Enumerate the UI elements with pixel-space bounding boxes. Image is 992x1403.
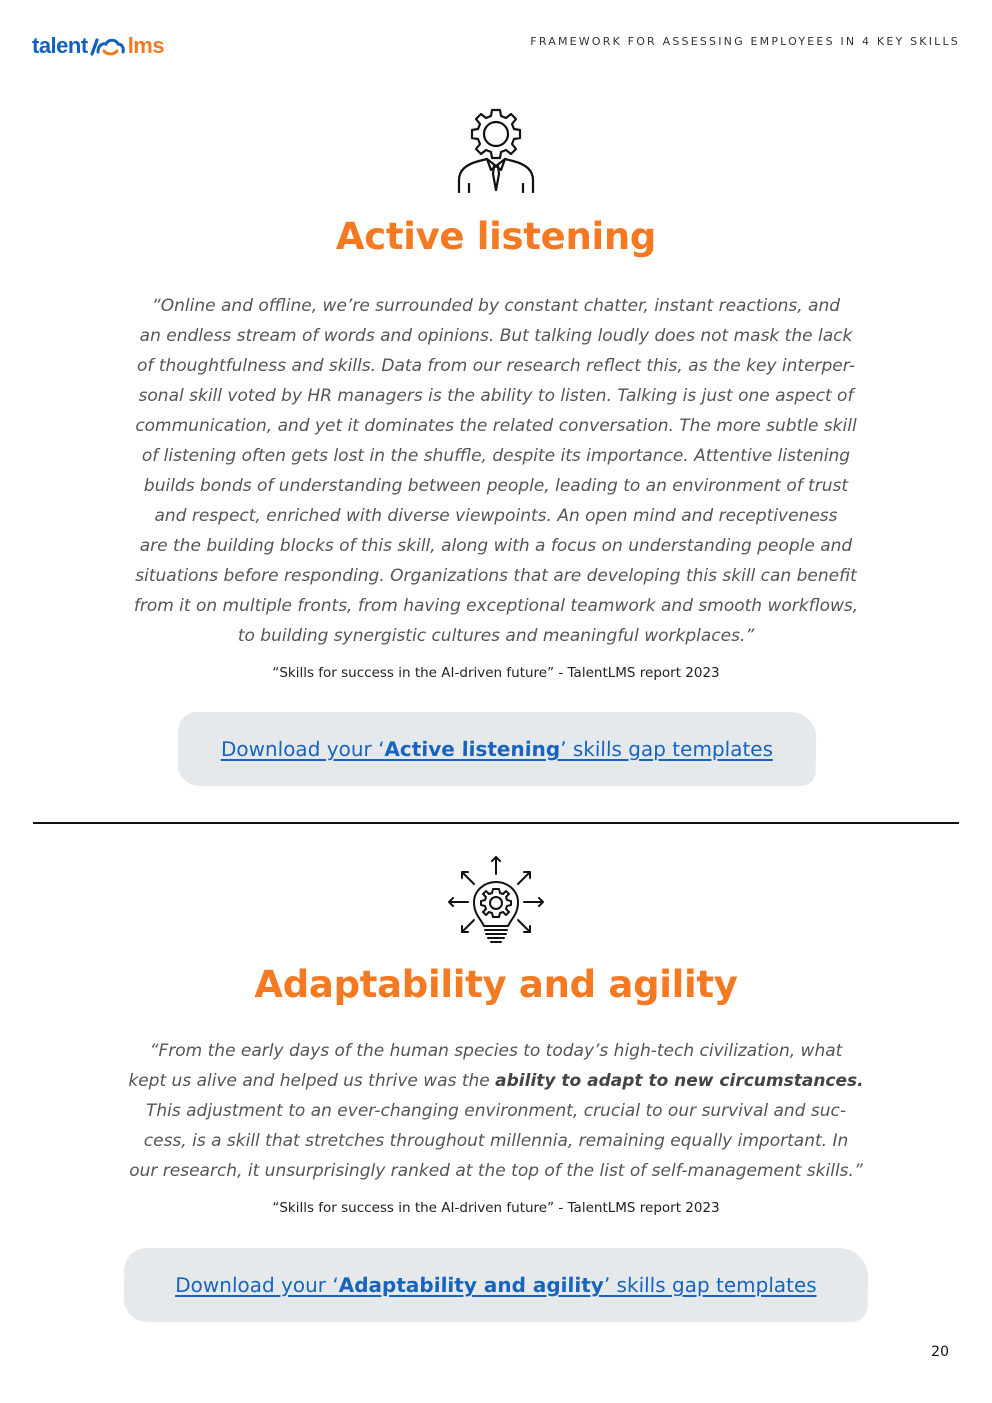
quote-line (96, 1066, 896, 1096)
quote-line: “Online and offline, we’re surrounded by constant chatter, instant reactions, and (151, 296, 841, 316)
lightbulb-gear-arrows-icon (446, 854, 546, 948)
download-templates-link-adaptability[interactable] (175, 1273, 817, 1297)
quote-line: communication, and yet it dominates the related conversation. The more subtle skill (135, 416, 857, 436)
quote-source: “Skills for success in the AI-driven future” - TalentLMS report 2023 (272, 665, 720, 681)
link-bold: Adaptability and agility (338, 1273, 605, 1297)
page-number: 20 (931, 1344, 949, 1360)
quote-line: sonal skill voted by HR managers is the ability to listen. Talking is just one aspect of (138, 386, 854, 406)
cloud-icon (90, 34, 126, 58)
section-adaptability-agility (0, 854, 992, 1216)
quote-line: to building synergistic cultures and meaningful workplaces.” (237, 626, 755, 646)
section-title: Adaptability and agility (254, 963, 738, 1006)
quote-line: “From the early days of the human species to today’s high-tech civilization, what (149, 1041, 843, 1061)
logo-talent-text: talent (32, 33, 88, 58)
quote-emphasis: ability to adapt to new circumstances. (495, 1071, 864, 1091)
logo-lms-text: lms (127, 33, 165, 58)
link-prefix: Download your ‘ (175, 1273, 339, 1297)
document-header-title: FRAMEWORK FOR ASSESSING EMPLOYEES IN 4 KEY SKILLS (530, 35, 960, 48)
link-bold: Active listening (384, 737, 561, 761)
quote-text: kept us alive and helped us thrive was the (128, 1071, 496, 1091)
quote-line: and respect, enriched with diverse viewpoints. An open mind and receptiveness (154, 506, 838, 526)
quote-line: cess, is a skill that stretches throughout millennia, remaining equally important. In (143, 1131, 849, 1151)
talentlms-logo (32, 30, 164, 62)
skill-quote (96, 291, 896, 651)
link-prefix: Download your ‘ (220, 737, 385, 761)
quote-line: our research, it unsurprisingly ranked at the top of the list of self-management skills.” (129, 1161, 863, 1181)
quote-source: “Skills for success in the AI-driven future” - TalentLMS report 2023 (272, 1200, 720, 1216)
quote-line: of listening often gets lost in the shuffle, despite its importance. Attentive listening (141, 446, 851, 466)
section-title: Active listening (335, 215, 657, 258)
download-banner-active-listening (177, 712, 816, 786)
gear-head-person-icon (451, 104, 541, 196)
quote-line: builds bonds of understanding between people, leading to an environment of trust (143, 476, 849, 496)
quote-line: This adjustment to an ever-changing environment, crucial to our survival and suc- (146, 1101, 846, 1121)
quote-line: an endless stream of words and opinions. But talking loudly does not mask the lack (139, 326, 853, 346)
section-active-listening (0, 104, 992, 681)
download-templates-link-active-listening[interactable] (221, 737, 773, 761)
quote-line: from it on multiple fronts, from having exceptional teamwork and smooth workflows, (133, 596, 859, 616)
quote-line: of thoughtfulness and skills. Data from our research reflect this, as the key interper- (137, 356, 855, 376)
quote-line: are the building blocks of this skill, along with a focus on understanding people and (139, 536, 853, 556)
skill-quote (96, 1036, 896, 1186)
section-divider (33, 822, 959, 824)
link-suffix: ’ skills gap templates (559, 737, 774, 761)
quote-line: situations before responding. Organizations that are developing this skill can benefit (135, 566, 857, 586)
link-suffix: ’ skills gap templates (603, 1273, 817, 1297)
download-banner-adaptability (123, 1248, 868, 1322)
